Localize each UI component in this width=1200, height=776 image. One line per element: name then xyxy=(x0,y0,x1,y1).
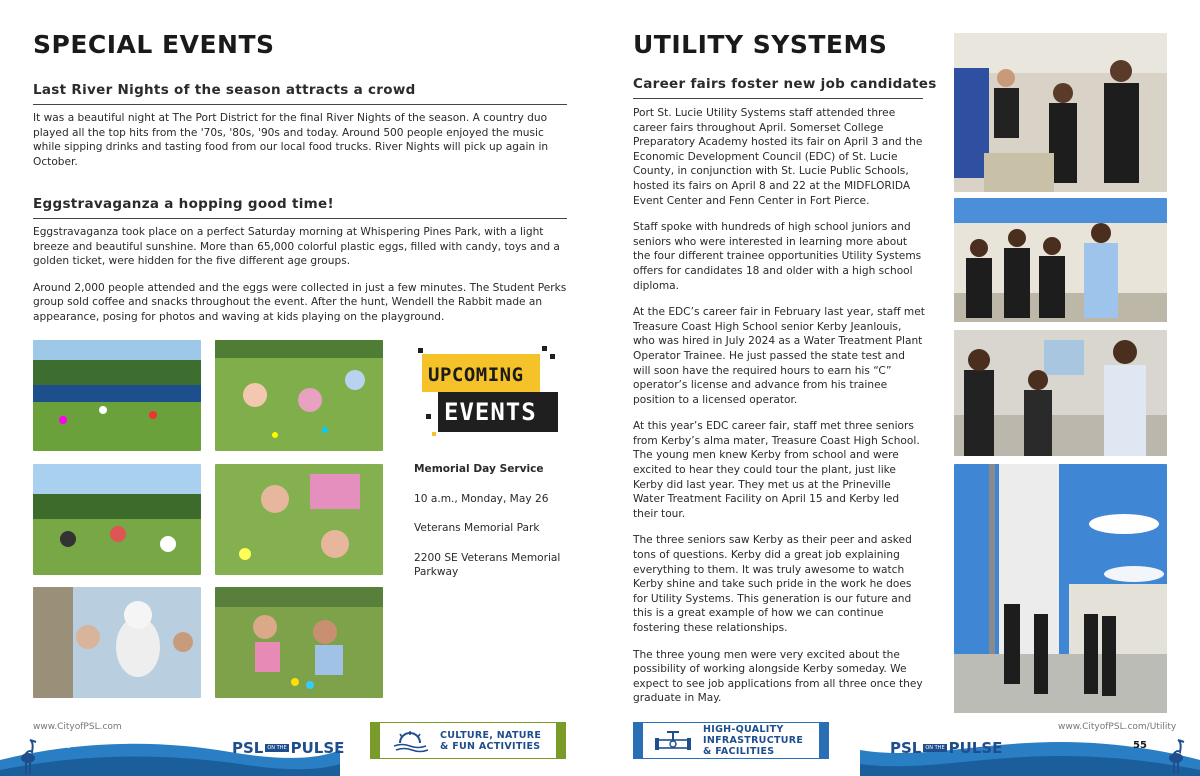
logo-psl-text: PSL xyxy=(232,739,264,757)
sunset-icon xyxy=(380,723,440,758)
paragraph: Staff spoke with hundreds of high school juniors and seniors who were interested in learning more about the four different trainee opportunities Utility Systems offers for candidates 18 and older with a high school diploma. xyxy=(633,221,922,292)
culture-category-box xyxy=(370,722,566,759)
logo-dot xyxy=(432,432,436,436)
paragraph: Around 2,000 people attended and the eggs were collected in just a few minutes. The Student Perks group sold coffee and snacks throughout the event. After the hunt, Wendell the Rabbit made an appearance, posing for photos and waving at kids playing on the playground. xyxy=(33,281,567,323)
logo-dot xyxy=(542,346,547,351)
event-address: 2200 SE Veterans Memorial Parkway xyxy=(414,551,561,579)
event-time: 10 a.m., Monday, May 26 xyxy=(414,492,549,505)
wendell-rabbit-photo xyxy=(33,587,201,698)
logo-pulse-text: PULSE xyxy=(948,739,1003,757)
paragraph: At this year’s EDC career fair, staff met three seniors from Kerby’s alma mater, Treasure Coast High School. The young men knew Kerby from school and were excited to hear they could tour the plant, just like Kerby did last year. They met us at the Prineville Water Treatment Facility on April 15 and Kerby led their tour. xyxy=(633,420,920,520)
logo-dot xyxy=(550,354,555,359)
paragraph: Port St. Lucie Utility Systems staff attended three career fairs throughout April. Somerset College Preparatory Academy hosted its fair on April 3 and the Economic Development Council (EDC) of St. Lucie County, in conjunction with St. Lucie Public Schools, hosted its fairs on April 8 and 22 at the MIDFLORIDA Event Center and Fenn Center in Fort Pierce. xyxy=(633,107,923,207)
career-fairs-heading: Career fairs foster new job candidates xyxy=(633,76,923,99)
river-nights-text xyxy=(33,111,567,181)
infrastructure-category-box xyxy=(633,722,829,759)
logo-onthe-text: ON THE xyxy=(267,745,287,751)
water-tank-photo xyxy=(954,464,1167,713)
event-title: Memorial Day Service xyxy=(414,463,544,475)
egg-hunt-photo-4 xyxy=(215,464,383,575)
heron-icon xyxy=(12,738,42,776)
right-footer-url[interactable]: www.CityofPSL.com/Utility xyxy=(1058,722,1177,732)
right-page-number: 55 xyxy=(1133,740,1147,751)
logo-pulse-text: PULSE xyxy=(290,739,345,757)
psl-on-the-pulse-logo xyxy=(232,738,344,758)
egg-hunt-photo-3 xyxy=(33,464,201,575)
upcoming-events-logo xyxy=(418,344,568,440)
event-venue: Veterans Memorial Park xyxy=(414,522,540,535)
infrastructure-category-label: HIGH-QUALITY INFRASTRUCTURE & FACILITIES xyxy=(703,724,804,757)
paragraph: Eggstravaganza took place on a perfect Saturday morning at Whispering Pines Park, with a light breeze and beautiful sunshine. More than 65,000 colorful plastic eggs, filled with candy, toys and a golden ticket, were hidden for the five different age groups. xyxy=(33,226,560,268)
utility-systems-title: UTILITY SYSTEMS xyxy=(633,30,888,59)
logo-events-text: EVENTS xyxy=(438,392,558,432)
paragraph: The three young men were very excited about the possibility of working alongside Kerby someday. We expect to see job applications from all three once they graduate in May. xyxy=(633,648,923,705)
logo-dot xyxy=(426,414,431,419)
psl-on-the-pulse-logo xyxy=(890,738,1002,758)
river-nights-heading: Last River Nights of the season attracts a crowd xyxy=(33,82,567,105)
career-fairs-text xyxy=(633,106,925,718)
paragraph: The three seniors saw Kerby as their peer and asked tons of questions. Kerby did a great job explaining everything to them. It was truly awesome to watch Kerby shine and take such pride in the work he does for Utility Systems. This generation is our future and this is a great example of how we can continue fostering these relationships. xyxy=(633,534,912,634)
staff-group-photo xyxy=(954,198,1167,322)
egg-hunt-photo-1 xyxy=(33,340,201,451)
left-page-number: 54 xyxy=(57,740,71,751)
eggstravaganza-heading: Eggstravaganza a hopping good time! xyxy=(33,196,567,219)
heron-icon xyxy=(1160,738,1190,776)
special-events-title: SPECIAL EVENTS xyxy=(33,30,275,59)
upcoming-event-details xyxy=(414,462,574,595)
logo-psl-text: PSL xyxy=(890,739,922,757)
logo-upcoming-text: UPCOMING xyxy=(422,354,540,392)
kids-with-eggs-photo xyxy=(215,587,383,698)
valve-pipe-icon xyxy=(643,723,703,758)
career-fair-booth-photo xyxy=(954,33,1167,192)
paragraph: At the EDC’s career fair in February last year, staff met Treasure Coast High School senior Kerby Jeanlouis, who was hired in July 2024 as a Water Treatment Plant Operator Trainee. He just passed the state test and will soon have the required hours to earn his “C” operator’s license and advance from his trainee position to a licensed operator. xyxy=(633,306,925,406)
logo-dot xyxy=(418,348,423,353)
logo-onthe-text: ON THE xyxy=(925,745,945,751)
paragraph: It was a beautiful night at The Port District for the final River Nights of the season. A country duo played all the top hits from the '70s, '80s, '90s and today. Around 500 people enjoyed the music while sipping drinks and tasting food from our local food trucks. River Nights will pick up again in October. xyxy=(33,112,549,168)
eggstravaganza-text xyxy=(33,225,567,337)
plant-lab-photo xyxy=(954,330,1167,456)
egg-hunt-photo-2 xyxy=(215,340,383,451)
culture-category-label: CULTURE, NATURE & FUN ACTIVITIES xyxy=(440,729,542,752)
left-footer-url[interactable]: www.CityofPSL.com xyxy=(33,722,122,732)
